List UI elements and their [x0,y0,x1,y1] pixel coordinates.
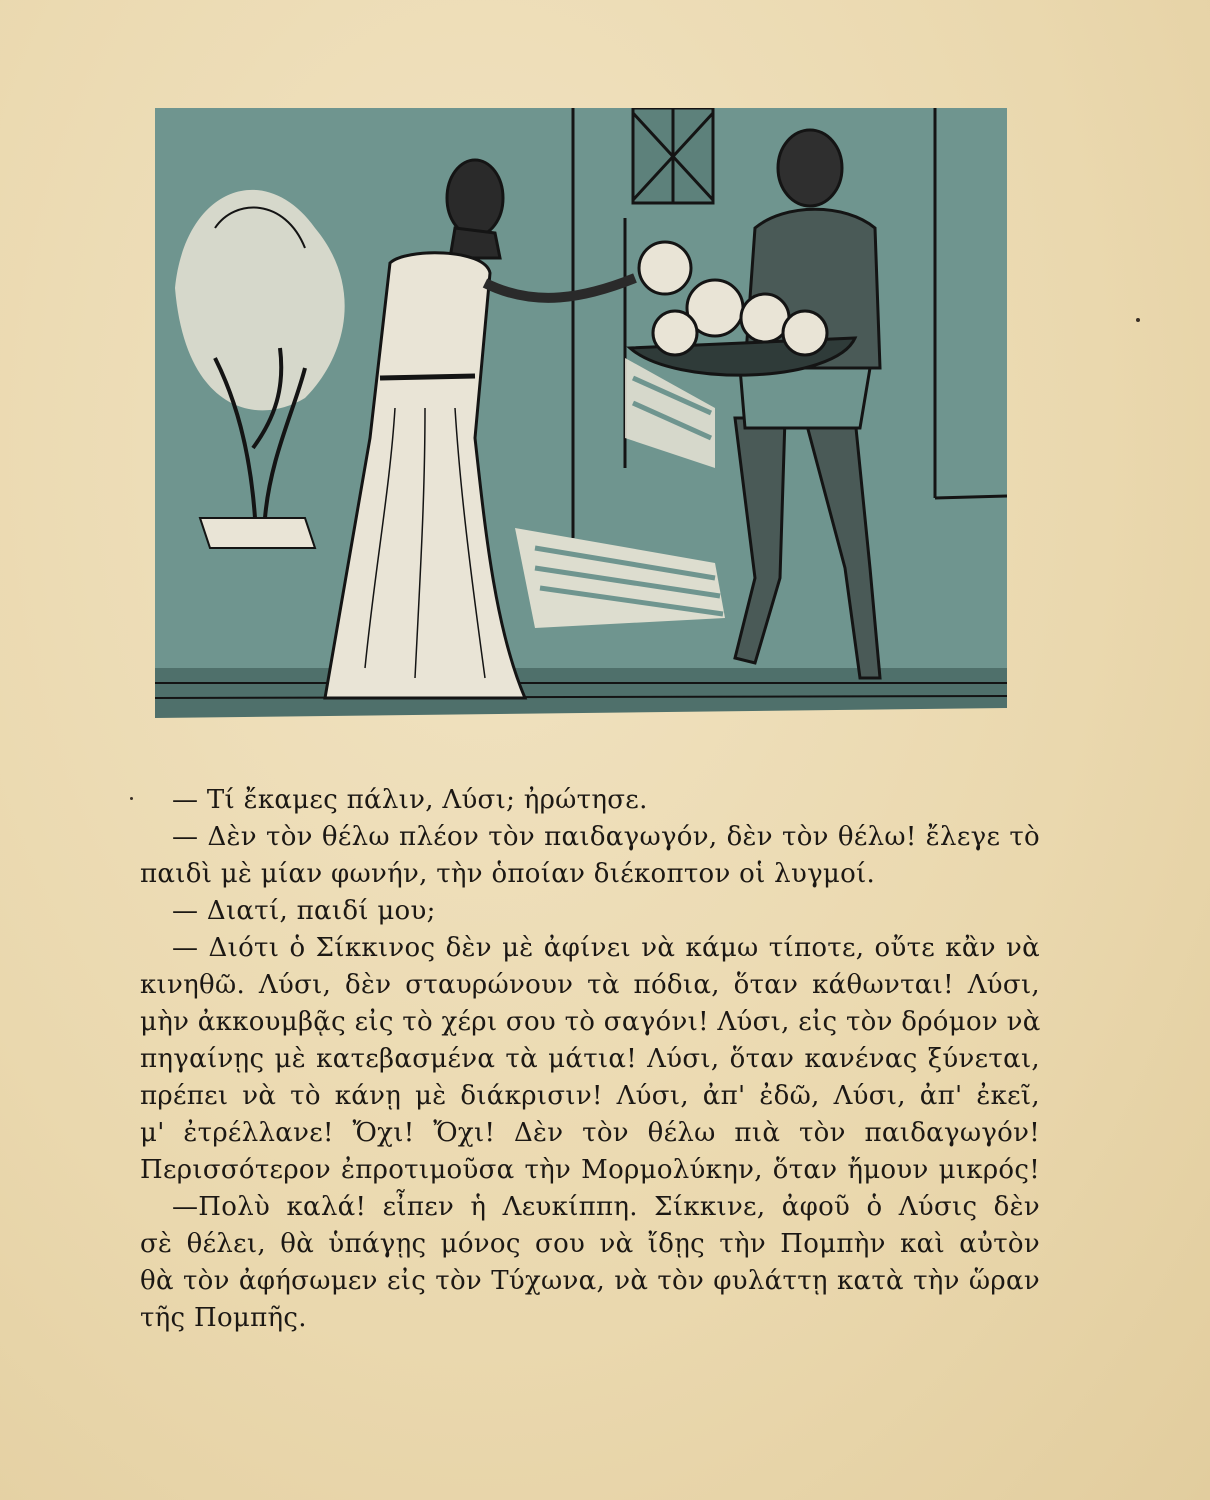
text-line: —Πολὺ καλά! εἶπεν ἡ Λευκίππη. Σίκκινε, ἀφοῦ ὁ Λύσις δὲν [172,1192,1040,1222]
text-line: — Δὲν τὸν θέλω πλέον τὸν παιδαγωγόν, δὲν τὸν θέλω! ἔλεγε τὸ [172,822,1040,852]
body-text [140,782,1040,1337]
text-line: — Διότι ὁ Σίκκινος δὲν μὲ ἀφίνει νὰ κάμω τίποτε, οὔτε κἂν νὰ [172,933,1040,963]
text-line: πηγαίνῃς μὲ κατεβασμένα τὰ μάτια! Λύσι, ὅταν κανένας ξύνεται, [140,1044,1040,1074]
text-line: θὰ τὸν ἀφήσωμεν εἰς τὸν Τύχωνα, νὰ τὸν φυλάττῃ κατὰ τὴν ὥραν [140,1266,1040,1296]
text-line: — Διατί, παιδί μου; [172,896,436,926]
text-line: κινηθῶ. Λύσι, δὲν σταυρώνουν τὰ πόδια, ὅταν κάθωνται! Λύσι, [140,970,1040,1000]
paper-speck [130,797,133,800]
text-line: τῆς Πομπῆς. [140,1303,307,1333]
illustration [155,108,1007,718]
text-line: Περισσότερον ἐπροτιμοῦσα τὴν Μορμολύκην, ὅταν ἤμουν μικρός! [140,1155,1040,1185]
text-line: σὲ θέλει, θὰ ὑπάγῃς μόνος σου νὰ ἴδῃς τὴν Πομπὴν καὶ αὐτὸν [140,1229,1040,1259]
text-line: — Τί ἔκαμες πάλιν, Λύσι; ἠρώτησε. [172,785,648,815]
text-line: μ' ἐτρέλλανε! Ὄχι! Ὄχι! Δὲν τὸν θέλω πιὰ τὸν παιδαγωγόν! [140,1118,1040,1148]
paper-speck [1136,318,1140,322]
text-line: πρέπει νὰ τὸ κάνῃ μὲ διάκρισιν! Λύσι, ἀπ' ἐδῶ, Λύσι, ἀπ' ἐκεῖ, [140,1081,1040,1111]
text-line: μὴν ἀκκουμβᾷς εἰς τὸ χέρι σου τὸ σαγόνι! Λύσι, εἰς τὸν δρόμον νὰ [140,1007,1041,1037]
text-line: παιδὶ μὲ μίαν φωνήν, τὴν ὁποίαν διέκοπτον οἱ λυγμοί. [140,859,876,889]
